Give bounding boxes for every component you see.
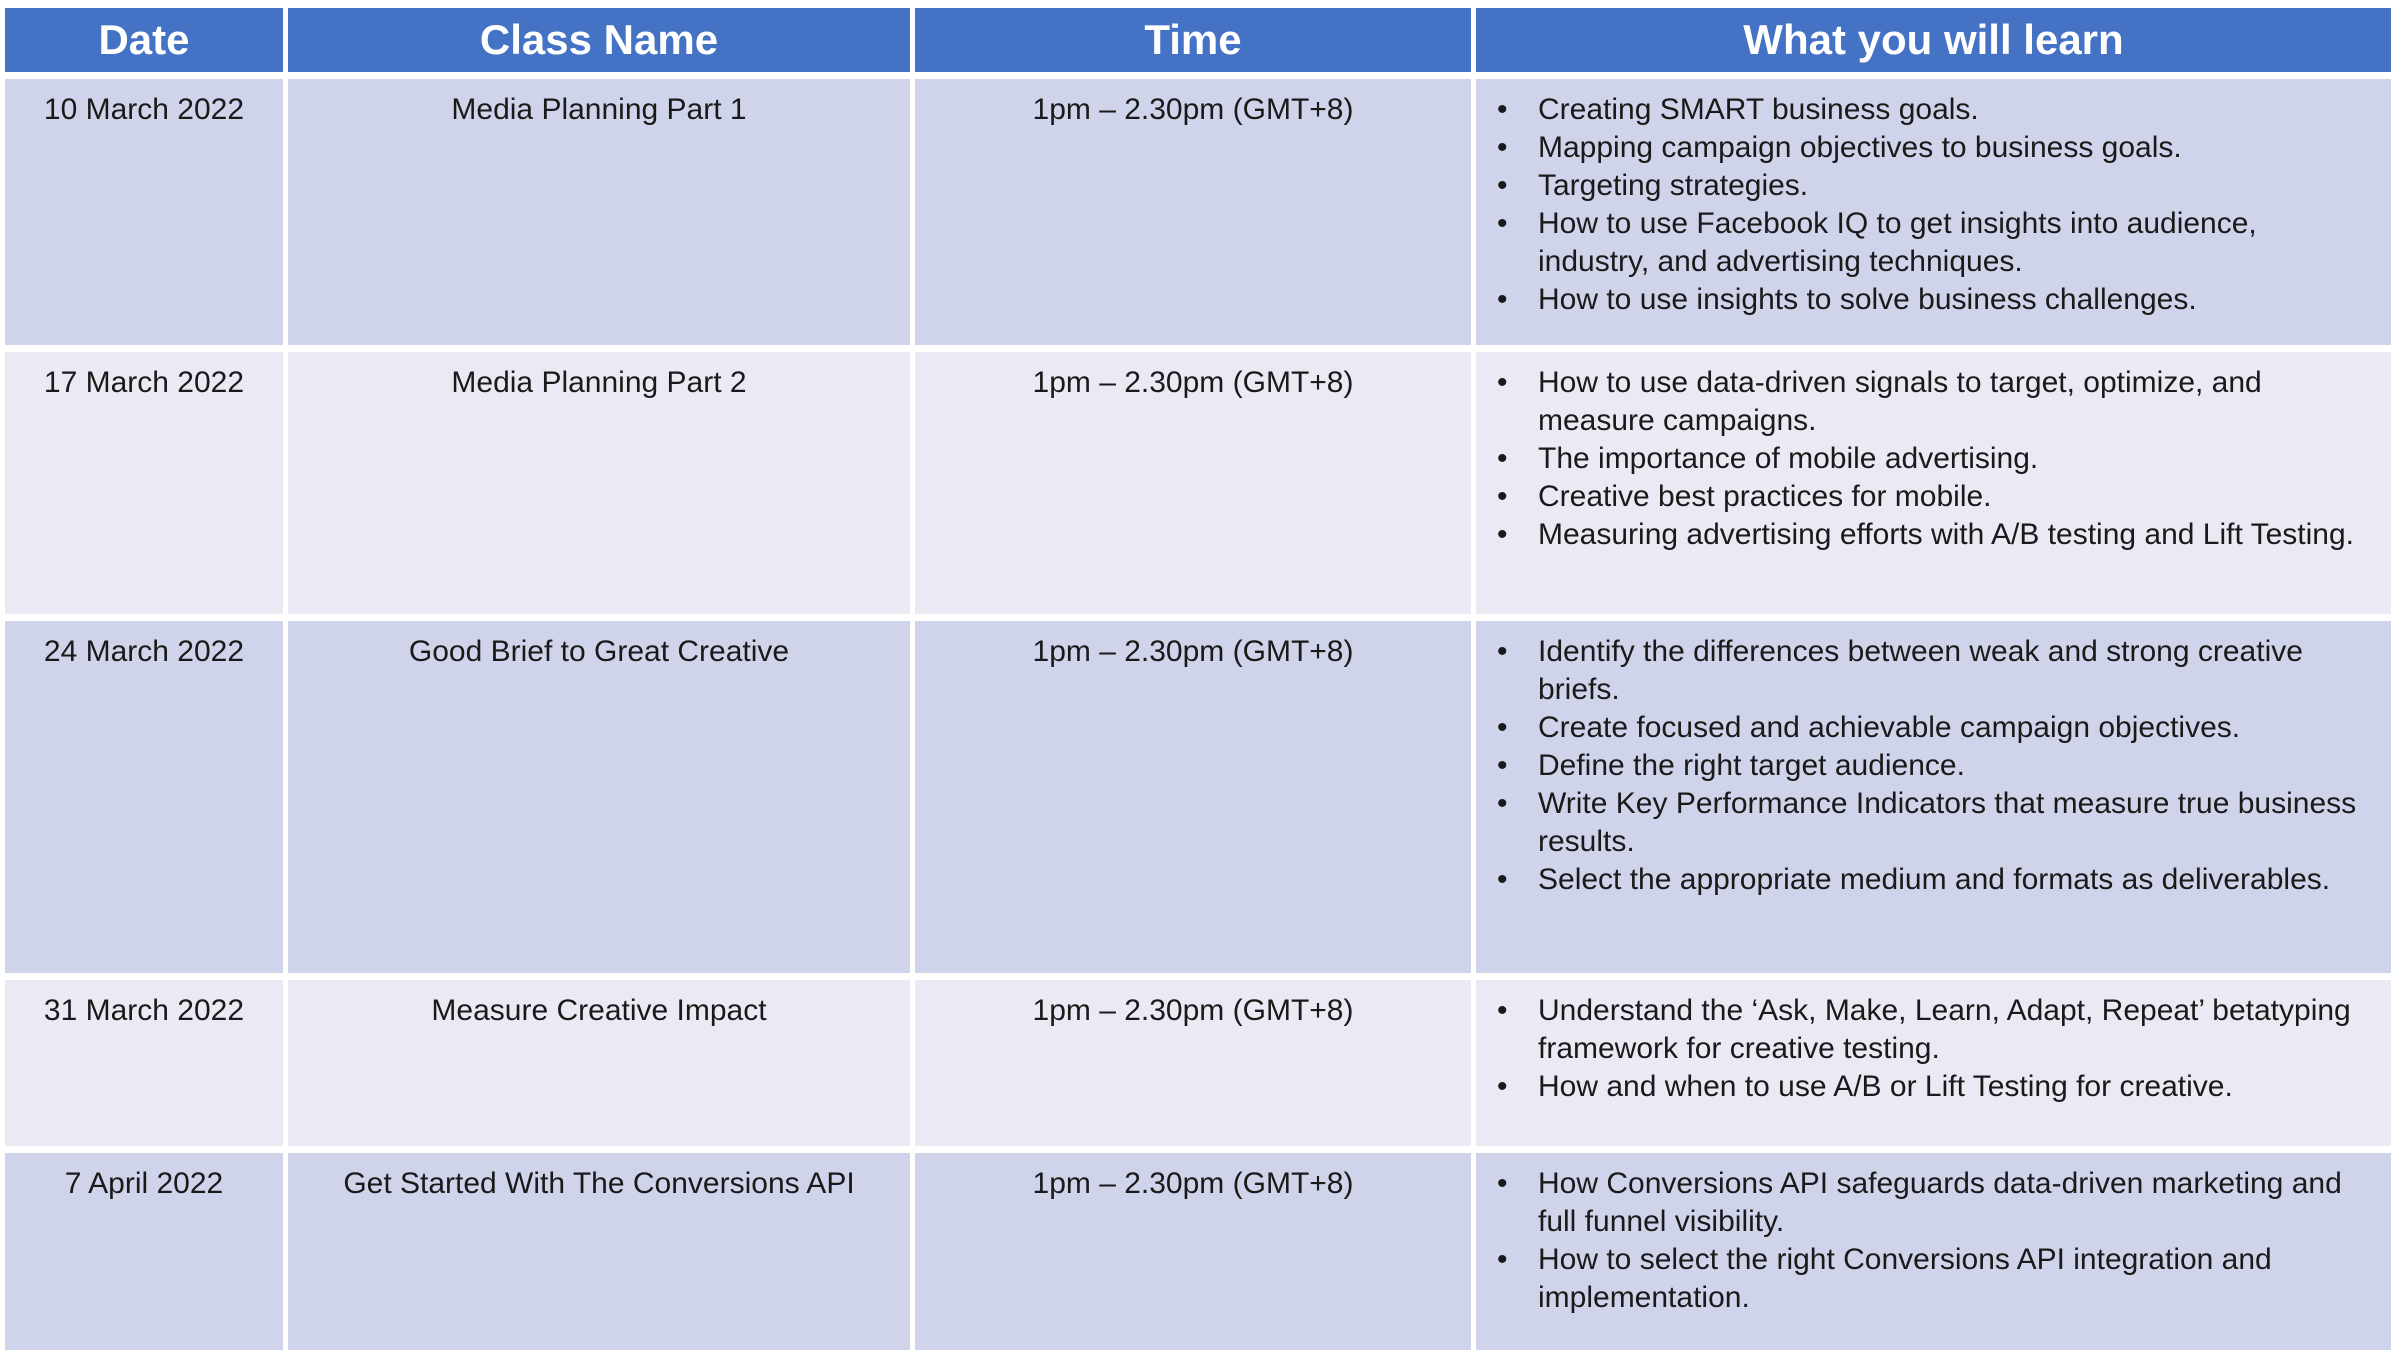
learning-point: • Creative best practices for mobile.	[1476, 478, 2363, 516]
learning-points-cell	[1476, 621, 2391, 973]
learning-point: • Targeting strategies.	[1476, 167, 2363, 205]
class-name-cell: Get Started With The Conversions API	[288, 1153, 910, 1350]
learning-point: • The importance of mobile advertising.	[1476, 440, 2363, 478]
column-header-what-you-will-learn: What you will learn	[1476, 8, 2391, 72]
learning-points-list	[1476, 633, 2363, 899]
time-cell: 1pm – 2.30pm (GMT+8)	[915, 621, 1471, 973]
class-schedule-table	[0, 1, 2396, 1350]
learning-point: • How and when to use A/B or Lift Testing for creative.	[1476, 1068, 2363, 1106]
class-name-cell: Media Planning Part 2	[288, 352, 910, 614]
learning-point: • Measuring advertising efforts with A/B testing and Lift Testing.	[1476, 516, 2363, 554]
learning-point: • Write Key Performance Indicators that measure true business results.	[1476, 785, 2363, 861]
learning-point: • Create focused and achievable campaign objectives.	[1476, 709, 2363, 747]
time-cell: 1pm – 2.30pm (GMT+8)	[915, 1153, 1471, 1350]
class-name-cell: Good Brief to Great Creative	[288, 621, 910, 973]
learning-points-list	[1476, 992, 2363, 1106]
learning-points-list	[1476, 91, 2363, 319]
date-cell: 7 April 2022	[5, 1153, 283, 1350]
learning-points-cell	[1476, 980, 2391, 1146]
date-cell: 10 March 2022	[5, 79, 283, 345]
learning-points-cell	[1476, 1153, 2391, 1350]
learning-point: • How to use data-driven signals to target, optimize, and measure campaigns.	[1476, 364, 2363, 440]
learning-points-list	[1476, 1165, 2363, 1317]
table-row	[5, 1153, 2391, 1350]
date-cell: 31 March 2022	[5, 980, 283, 1146]
learning-point: • Define the right target audience.	[1476, 747, 2363, 785]
class-name-cell: Media Planning Part 1	[288, 79, 910, 345]
class-name-cell: Measure Creative Impact	[288, 980, 910, 1146]
learning-point: • Identify the differences between weak and strong creative briefs.	[1476, 633, 2363, 709]
table-row	[5, 352, 2391, 614]
column-header-class-name: Class Name	[288, 8, 910, 72]
column-header-date: Date	[5, 8, 283, 72]
learning-points-cell	[1476, 79, 2391, 345]
date-cell: 17 March 2022	[5, 352, 283, 614]
learning-point: • How to use Facebook IQ to get insights into audience, industry, and advertising techniques.	[1476, 205, 2363, 281]
learning-point: • How to use insights to solve business challenges.	[1476, 281, 2363, 319]
learning-point: • How Conversions API safeguards data-driven marketing and full funnel visibility.	[1476, 1165, 2363, 1241]
date-cell: 24 March 2022	[5, 621, 283, 973]
column-header-time: Time	[915, 8, 1471, 72]
table-row	[5, 980, 2391, 1146]
learning-point: • Mapping campaign objectives to business goals.	[1476, 129, 2363, 167]
learning-point: • Understand the ‘Ask, Make, Learn, Adapt, Repeat’ betatyping framework for creative testing.	[1476, 992, 2363, 1068]
learning-points-cell	[1476, 352, 2391, 614]
learning-point: • Creating SMART business goals.	[1476, 91, 2363, 129]
time-cell: 1pm – 2.30pm (GMT+8)	[915, 980, 1471, 1146]
time-cell: 1pm – 2.30pm (GMT+8)	[915, 79, 1471, 345]
table-row	[5, 621, 2391, 973]
learning-point: • How to select the right Conversions API integration and implementation.	[1476, 1241, 2363, 1317]
time-cell: 1pm – 2.30pm (GMT+8)	[915, 352, 1471, 614]
header-row	[5, 8, 2391, 72]
learning-point: • Select the appropriate medium and formats as deliverables.	[1476, 861, 2363, 899]
learning-points-list	[1476, 364, 2363, 554]
table-row	[5, 79, 2391, 345]
